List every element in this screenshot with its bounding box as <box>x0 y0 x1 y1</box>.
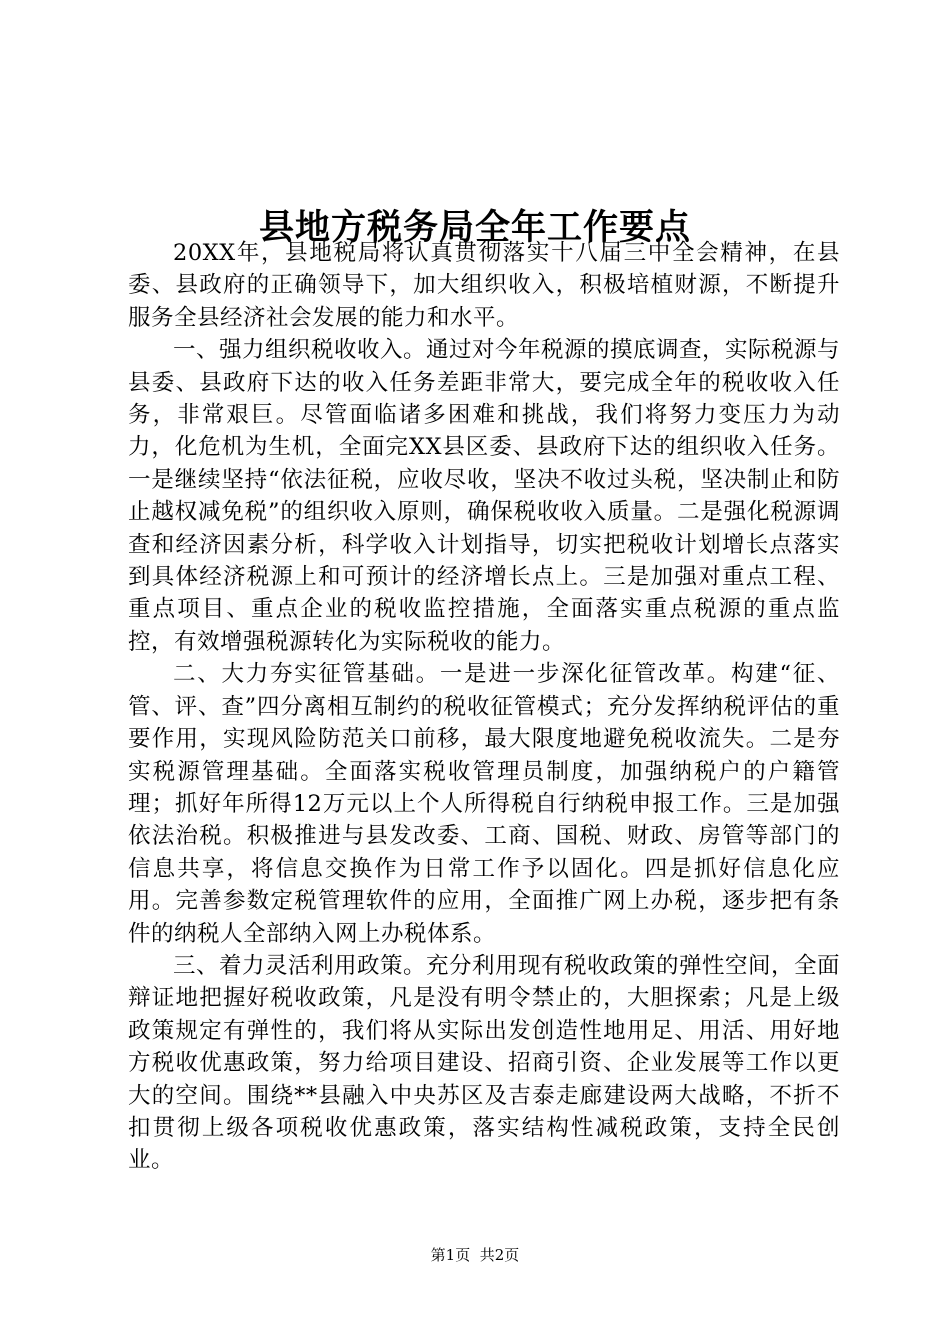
page-footer <box>0 1244 950 1266</box>
document-body <box>128 237 840 1177</box>
paragraph-section-2: 二、大力夯实征管基础。一是进一步深化征管改革。构建“征、管、评、查”四分离相互制约的税收征管模式；充分发挥纳税评估的重要作用，实现风险防范关口前移，最大限度地避免税收流失。二是夯实税源管理基础。全面落实税收管理员制度，加强纳税户的户籍管理；抓好年所得12万元以上个人所得税自行纳税申报工作。三是加强依法治税。积极推进与县发改委、工商、国税、财政、房管等部门的信息共享，将信息交换作为日常工作予以固化。四是抓好信息化应用。完善参数定税管理软件的应用，全面推广网上办税，逐步把有条件的纳税人全部纳入网上办税体系。 <box>128 661 840 947</box>
paragraph-section-1: 一、强力组织税收收入。通过对今年税源的摸底调查，实际税源与县委、县政府下达的收入任务差距非常大，要完成全年的税收收入任务，非常艰巨。尽管面临诸多困难和挑战，我们将努力变压力为动力，化危机为生机，全面完XX县区委、县政府下达的组织收入任务。一是继续坚持“依法征税，应收尽收，坚决不收过头税，坚决制止和防止越权减免税”的组织收入原则，确保税收收入质量。二是强化税源调查和经济因素分析，科学收入计划指导，切实把税收计划增长点落实到具体经济税源上和可预计的经济增长点上。三是加强对重点工程、重点项目、重点企业的税收监控措施，全面落实重点税源的重点监控，有效增强税源转化为实际税收的能力。 <box>128 337 841 655</box>
document-title: 县地方税务局全年工作要点 <box>258 208 691 249</box>
page-total: 共2页 <box>479 1246 520 1264</box>
paragraph-intro: 20XX年，县地税局将认真贯彻落实十八届三中全会精神，在县委、县政府的正确领导下，加大组织收入，积极培植财源，不断提升服务全县经济社会发展的能力和水平。 <box>128 240 840 331</box>
page-number: 第1页 <box>430 1246 471 1264</box>
paragraph-section-3: 三、着力灵活利用政策。充分利用现有税收政策的弹性空间，全面辩证地把握好税收政策，凡是没有明令禁止的，大胆探索；凡是上级政策规定有弹性的，我们将从实际出发创造性地用足、用活、用好地方税收优惠政策，努力给项目建设、招商引资、企业发展等工作以更大的空间。围绕**县融入中央苏区及吉泰走廊建设两大战略，不折不扣贯彻上级各项税收优惠政策，落实结构性减税政策，支持全民创业。 <box>128 952 841 1174</box>
